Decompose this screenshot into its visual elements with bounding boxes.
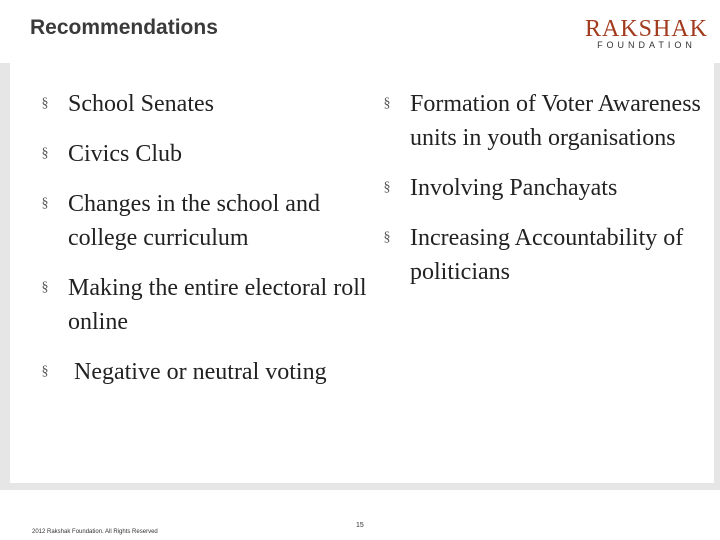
list-item-text: Involving Panchayats	[410, 175, 618, 201]
list-item-text: Negative or neutral voting	[68, 359, 327, 385]
page-number: 15	[356, 522, 364, 529]
bullet-icon: §	[383, 96, 391, 111]
bullet-icon: §	[383, 180, 391, 195]
left-bullet-list	[30, 87, 370, 389]
rakshak-foundation-logo	[585, 18, 708, 50]
bullet-icon: §	[41, 364, 49, 379]
bullet-icon: §	[41, 280, 49, 295]
bullet-icon: §	[41, 96, 49, 111]
right-bullet-list	[372, 87, 712, 289]
logo-sub-text: FOUNDATION	[597, 40, 696, 50]
content-area	[10, 63, 714, 483]
list-item	[30, 271, 370, 339]
list-item-text: Making the entire electoral roll online	[68, 275, 367, 335]
content-panel	[0, 63, 720, 490]
bullet-icon: §	[383, 230, 391, 245]
list-item-text: Changes in the school and college curriculum	[68, 191, 320, 251]
list-item-text: Increasing Accountability of politicians	[410, 225, 684, 285]
list-item-text: School Senates	[68, 91, 214, 117]
list-item	[372, 87, 712, 155]
list-item-text: Civics Club	[68, 141, 183, 167]
list-item-text: Formation of Voter Awareness units in youth organisations	[410, 91, 701, 151]
bullet-icon: §	[41, 146, 49, 161]
list-item	[30, 87, 370, 121]
bullet-icon: §	[41, 196, 49, 211]
logo-main-text: RAKSHAK	[584, 16, 708, 42]
list-item	[372, 221, 712, 289]
list-item	[372, 171, 712, 205]
slide-title: Recommendations	[30, 16, 218, 39]
list-item	[30, 355, 370, 389]
copyright-footer: 2012 Rakshak Foundation. All Rights Reserved	[32, 529, 158, 535]
list-item	[30, 187, 370, 255]
list-item	[30, 137, 370, 171]
